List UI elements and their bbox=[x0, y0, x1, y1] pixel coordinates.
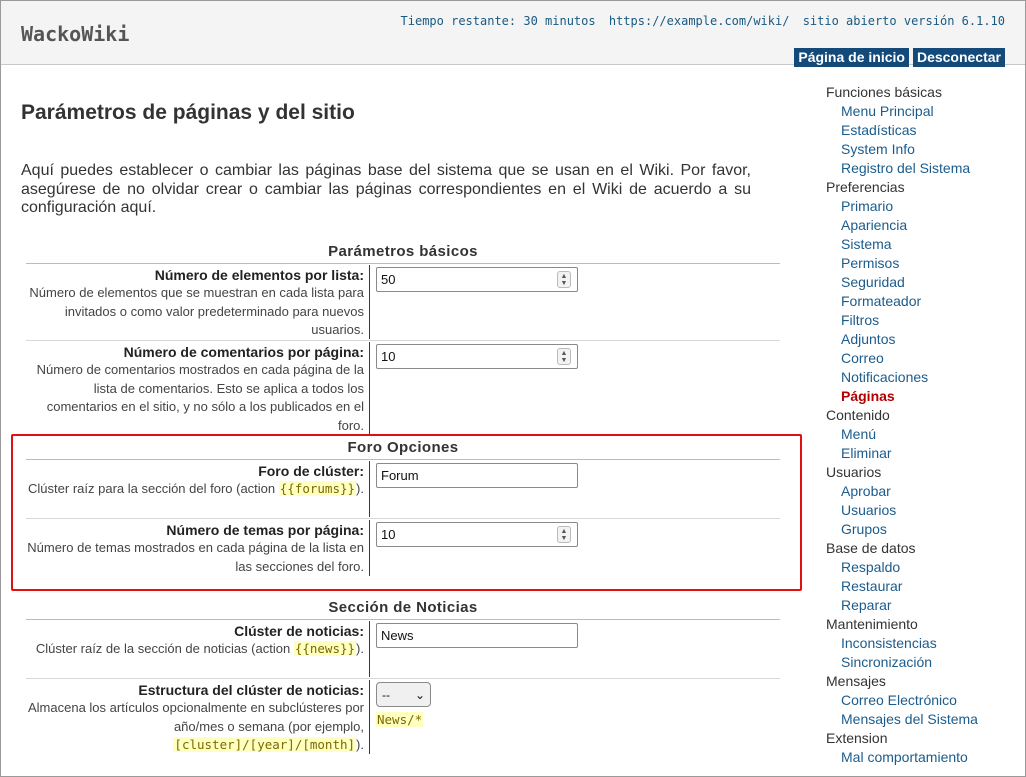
sidebar-item[interactable]: Inconsistencias bbox=[841, 635, 937, 651]
setting-row-topics-per-page bbox=[26, 520, 780, 576]
sidebar-item[interactable]: Seguridad bbox=[841, 274, 905, 290]
items-per-page-input[interactable] bbox=[376, 267, 578, 292]
setting-description: Almacena los artículos opcionalmente en subclústeres por año/mes o semana (por ejemplo, [cluster]/[year]/[month]). bbox=[27, 700, 364, 752]
header-buttons bbox=[794, 48, 1005, 67]
sidebar-item[interactable]: Restaurar bbox=[841, 578, 903, 594]
code-snippet: {{news}} bbox=[294, 641, 356, 656]
sidebar-item[interactable]: Correo bbox=[841, 350, 884, 366]
sidebar-item[interactable]: Permisos bbox=[841, 255, 900, 271]
comments-per-page-input[interactable] bbox=[376, 344, 578, 369]
sidebar-item[interactable]: Menu Principal bbox=[841, 103, 934, 119]
row-divider bbox=[26, 678, 780, 679]
sidebar-item[interactable]: Reparar bbox=[841, 597, 892, 613]
setting-row-news-structure bbox=[26, 680, 780, 754]
setting-label bbox=[26, 342, 370, 434]
header-status-line bbox=[395, 14, 1005, 28]
topics-per-page-input[interactable] bbox=[376, 522, 578, 547]
site-url-link[interactable]: https://example.com/wiki/ bbox=[608, 14, 790, 28]
spinner-icon[interactable]: ▲ ▼ bbox=[557, 526, 571, 543]
setting-name: Estructura del clúster de noticias: bbox=[138, 682, 364, 698]
news-structure-hint: News/* bbox=[377, 712, 423, 727]
forum-cluster-input[interactable] bbox=[376, 463, 578, 488]
spinner-icon[interactable]: ▲ ▼ bbox=[557, 271, 571, 288]
sidebar-item[interactable]: Filtros bbox=[841, 312, 880, 328]
sidebar-group: Extension bbox=[826, 730, 888, 746]
home-button[interactable]: Página de inicio bbox=[794, 48, 909, 67]
setting-description: Número de temas mostrados en cada página de la lista en las secciones del foro. bbox=[27, 540, 364, 574]
setting-label bbox=[26, 680, 370, 754]
site-logo[interactable]: WackoWiki bbox=[21, 22, 130, 46]
sidebar-item[interactable]: Notificaciones bbox=[841, 369, 929, 385]
sidebar-group: Contenido bbox=[826, 407, 890, 423]
sidebar-item[interactable]: System Info bbox=[841, 141, 915, 157]
sidebar-item[interactable]: Mal comportamiento bbox=[841, 749, 968, 765]
page-intro: Aquí puedes establecer o cambiar las páginas base del sistema que se usan en el Wiki. Por favor, asegúrese de no olvidar crear o cambiar las páginas correspondientes en el Wiki de acuerdo a su configuración aquí. bbox=[21, 162, 751, 216]
input-value: 50 bbox=[381, 272, 396, 287]
page-title: Parámetros de páginas y del sitio bbox=[21, 101, 355, 124]
input-value: Forum bbox=[381, 468, 419, 483]
setting-row-news-cluster bbox=[26, 621, 780, 677]
code-snippet: [cluster]/[year]/[month] bbox=[174, 737, 356, 752]
sidebar-item[interactable]: Sistema bbox=[841, 236, 892, 252]
row-divider bbox=[26, 340, 780, 341]
sidebar-item[interactable]: Sincronización bbox=[841, 654, 933, 670]
sidebar-item[interactable]: Aprobar bbox=[841, 483, 891, 499]
sidebar-item[interactable]: Páginas bbox=[841, 388, 895, 404]
logout-button[interactable]: Desconectar bbox=[913, 48, 1005, 67]
row-divider bbox=[26, 518, 780, 519]
sidebar-group: Base de datos bbox=[826, 540, 916, 556]
section-basic-title: Parámetros básicos bbox=[26, 243, 780, 264]
sidebar-item[interactable]: Apariencia bbox=[841, 217, 908, 233]
setting-label bbox=[26, 265, 370, 339]
input-value: 10 bbox=[381, 349, 396, 364]
news-structure-select[interactable] bbox=[376, 682, 431, 707]
sidebar-group: Preferencias bbox=[826, 179, 905, 195]
sidebar-item[interactable]: Adjuntos bbox=[841, 331, 896, 347]
spinner-icon[interactable]: ▲ ▼ bbox=[557, 348, 571, 365]
chevron-down-icon: ⌄ bbox=[414, 687, 425, 702]
site-status: sitio abierto versión 6.1.10 bbox=[802, 14, 1005, 28]
sidebar-item[interactable]: Grupos bbox=[841, 521, 887, 537]
sidebar-item[interactable]: Usuarios bbox=[841, 502, 897, 518]
setting-name: Clúster de noticias: bbox=[234, 623, 364, 639]
setting-description: Clúster raíz para la sección del foro (action {{forums}}). bbox=[28, 481, 364, 496]
site-header bbox=[1, 1, 1025, 65]
setting-label bbox=[26, 621, 370, 677]
setting-name: Número de elementos por lista: bbox=[154, 267, 364, 283]
setting-name: Número de comentarios por página: bbox=[123, 344, 364, 360]
setting-row-items-per-page bbox=[26, 265, 780, 339]
setting-row-forum-cluster bbox=[26, 461, 780, 517]
sidebar-item[interactable]: Primario bbox=[841, 198, 894, 214]
code-snippet: {{forums}} bbox=[279, 481, 356, 496]
sidebar-item[interactable]: Correo Electrónico bbox=[841, 692, 957, 708]
setting-description: Número de comentarios mostrados en cada página de la lista de comentarios. Esto se aplica a todos los comentarios en el sitio, y no sólo a los publicados en el foro. bbox=[36, 362, 364, 433]
section-forum-title: Foro Opciones bbox=[26, 439, 780, 460]
setting-description: Número de elementos que se muestran en cada lista para invitados o como valor predeterminado para nuevos usuarios. bbox=[29, 285, 364, 337]
sidebar-item[interactable]: Mensajes del Sistema bbox=[841, 711, 978, 727]
sidebar-group: Usuarios bbox=[826, 464, 882, 480]
sidebar-group: Mensajes bbox=[826, 673, 886, 689]
sidebar-item[interactable]: Respaldo bbox=[841, 559, 901, 575]
input-value: News bbox=[381, 628, 414, 643]
news-cluster-input[interactable] bbox=[376, 623, 578, 648]
setting-row-comments-per-page bbox=[26, 342, 780, 434]
section-news-title: Sección de Noticias bbox=[26, 599, 780, 620]
sidebar-item[interactable]: Eliminar bbox=[841, 445, 892, 461]
setting-label bbox=[26, 461, 370, 517]
setting-description: Clúster raíz de la sección de noticias (action {{news}}). bbox=[35, 641, 364, 656]
setting-name: Foro de clúster: bbox=[258, 463, 364, 479]
sidebar-item[interactable]: Registro del Sistema bbox=[841, 160, 971, 176]
sidebar-group: Mantenimiento bbox=[826, 616, 918, 632]
sidebar-item[interactable]: Estadísticas bbox=[841, 122, 917, 138]
setting-label bbox=[26, 520, 370, 576]
sidebar-item[interactable]: Formateador bbox=[841, 293, 922, 309]
sidebar-group: Funciones básicas bbox=[826, 84, 942, 100]
admin-sidebar bbox=[826, 83, 1016, 767]
input-value: 10 bbox=[381, 527, 396, 542]
setting-name: Número de temas por página: bbox=[166, 522, 364, 538]
sidebar-item[interactable]: Menú bbox=[841, 426, 877, 442]
session-timer: Tiempo restante: 30 minutos bbox=[400, 14, 596, 28]
select-value: -- bbox=[382, 687, 390, 702]
